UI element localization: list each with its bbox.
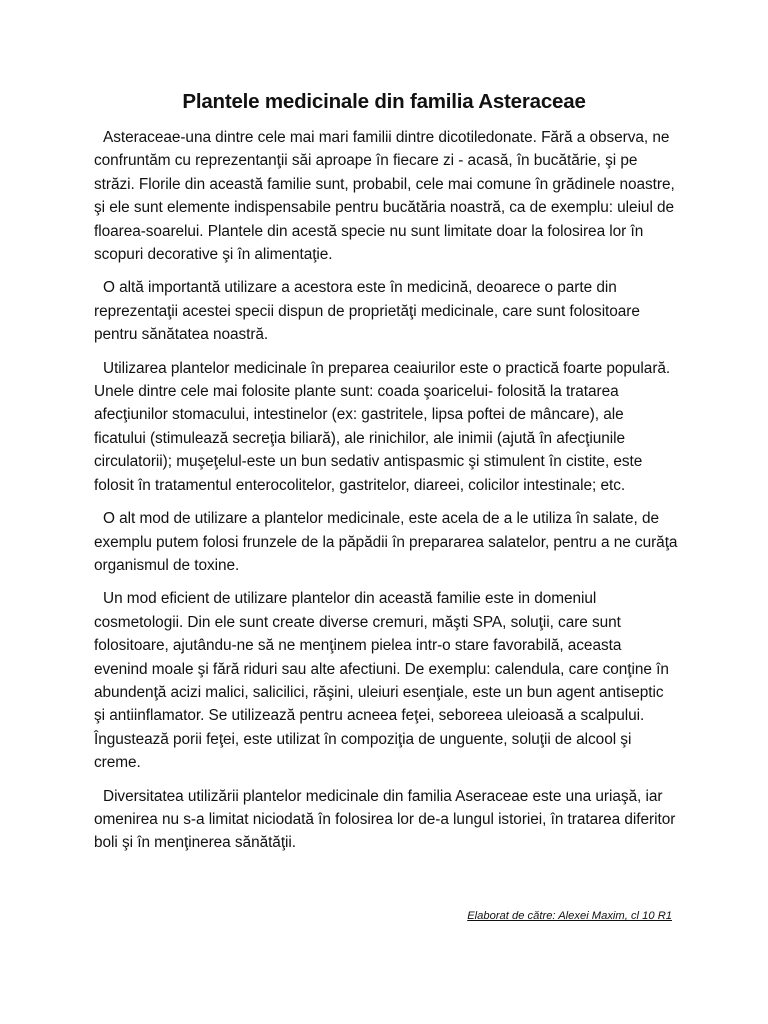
paragraph-teas: Utilizarea plantelor medicinale în preparea ceaiurilor este o practică foarte populară. Unele dintre cele mai folosite plante sunt: coada şoaricelui- folosită la tratarea afecţiunilor stomacului, intestinelor (ex: gastritele, lipsa poftei de mâncare), ale ficatului (stimulează secreţia biliară), ale rinichilor, ale inimii (ajută în afecţiunile circulatorii); muşeţelul-este un bun sedativ antispasmic şi stimulent în cistite, este folosit în tratamentul enterocolitelor, gastritelor, diareei, colicilor intestinale; etc. (94, 359, 671, 494)
paragraph-salads: O alt mod de utilizare a plantelor medicinale, este acela de a le utiliza în salate, de exemplu putem folosi frunzele de la păpădii în prepararea salatelor, pentru a ne curăţa organismul de toxine. (94, 510, 678, 574)
document-body (94, 126, 678, 865)
paragraph-conclusion: Diversitatea utilizării plantelor medicinale din familia Aseraceae este una uriaşă, iar omenirea nu s-a limitat niciodată în folosirea lor de-a lungul istoriei, în tratarea diferitor boli şi în menţinerea sănătăţii. (94, 787, 676, 852)
paragraph-medicine: O altă importantă utilizare a acestora este în medicină, deoarece o parte din reprezentaţii acestei specii dispun de proprietăţi medicinale, care sunt folositoare pentru sănătatea noastră. (94, 279, 640, 344)
document-title: Plantele medicinale din familia Asteraceae (182, 90, 586, 113)
author-credit: Elaborat de către: Alexei Maxim, cl 10 R1 (467, 910, 672, 922)
paragraph-cosmetology: Un mod eficient de utilizare plantelor din această familie este in domeniul cosmetologii. Din ele sunt create diverse cremuri, măşti SPA, soluţii, care sunt folositoare, ajutându-ne să ne menţinem pielea intr-o stare favorabilă, aceasta evenind moale şi fără riduri sau alte afectiuni. De exemplu: calendula, care conţine în abundenţă acizi malici, salicilici, răşini, uleiuri esenţiale, este un bun agent antiseptic şi antiinflamator. Se utilizează pentru acneea feţei, seboreea uleioasă a scalpului. Îngustează porii feţei, este utilizat în compoziţia de unguente, soluţii de alcool şi creme. (94, 590, 669, 772)
paragraph-intro: Asteraceae-una dintre cele mai mari familii dintre dicotiledonate. Fără a observa, ne confruntăm cu reprezentanţii săi aproape în fiecare zi - acasă, în bucătărie, şi pe străzi. Florile din această familie sunt, probabil, cele mai comune în grădinele noastre, şi ele sunt elemente indispensabile pentru bucătăria noastră, ca de exemplu: uleiul de floarea-soarelui. Plantele din acestă specie nu sunt limitate doar la folosirea lor în scopuri decorative şi în alimentaţie. (94, 129, 675, 264)
